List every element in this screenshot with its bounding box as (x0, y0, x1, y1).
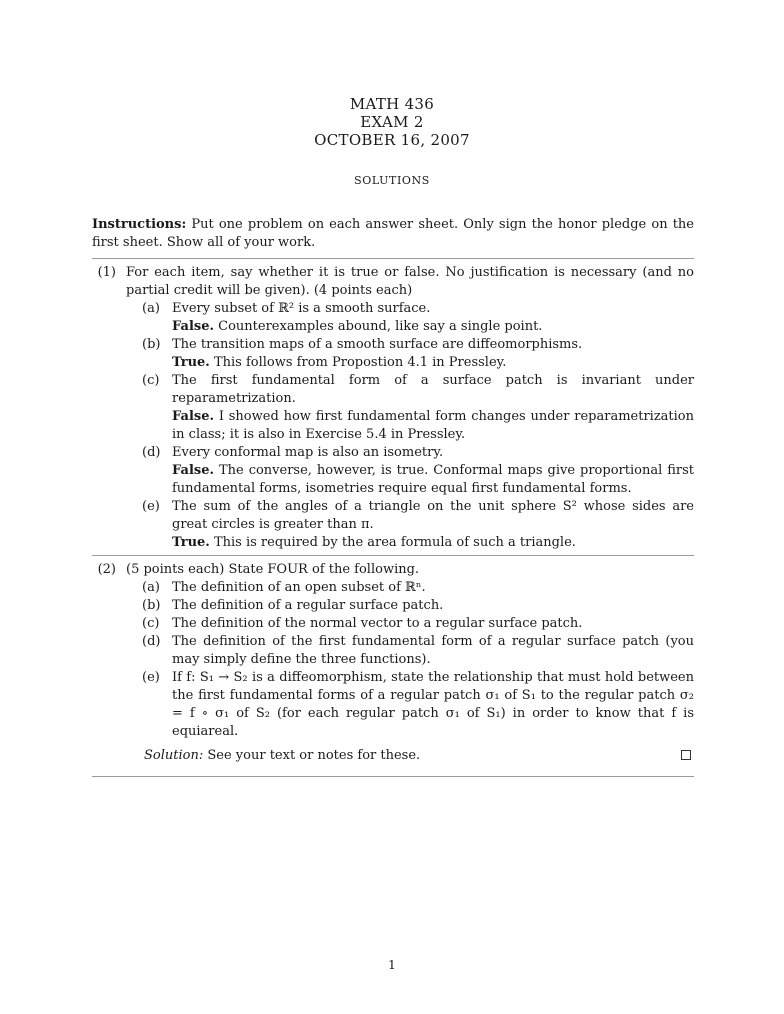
item-text: If f: S₁ → S₂ is a diffeomorphism, state the relationship that must hold between the first fundamental forms of a regular patch σ₁ of S₁ to the regular patch σ₂ = f ∘ σ₁ of S₂ (for each regular patch σ₁ of S₁) in order to know that f is equiareal. (172, 670, 694, 739)
problem-1-intro: For each item, say whether it is true or false. No justification is necessary (and no partial credit will be given). (4 points each) (126, 265, 694, 298)
item-verdict: False. (172, 409, 214, 424)
problem-1-item-c (92, 372, 694, 444)
item-explanation: I showed how first fundamental form changes under reparametrization in class; it is also in Exercise 5.4 in Pressley. (172, 409, 695, 442)
problem-1-intro-block (92, 264, 694, 300)
item-label: (e) (142, 499, 160, 514)
problem-2-item-e (92, 669, 694, 741)
instructions-text: Put one problem on each answer sheet. Only sign the honor pledge on the first sheet. Show all of your work. (92, 217, 694, 250)
solution-line (92, 747, 694, 765)
item-label: (e) (142, 670, 160, 685)
item-label: (c) (142, 373, 160, 388)
item-answer (172, 462, 694, 498)
item-label: (a) (142, 301, 160, 316)
item-text: The definition of a regular surface patch. (172, 598, 444, 613)
item-explanation: Counterexamples abound, like say a single point. (218, 319, 543, 334)
item-answer (172, 354, 694, 372)
item-label: (d) (142, 445, 161, 460)
item-label: (c) (142, 616, 160, 631)
problem-2 (92, 561, 694, 765)
title-block (0, 95, 784, 149)
solution-label: Solution: (144, 748, 204, 763)
divider-rule (92, 258, 694, 259)
course-title: MATH 436 (349, 95, 435, 113)
problem-2-number: (2) (97, 562, 116, 577)
exam-date: OCTOBER 16, 2007 (314, 131, 470, 149)
item-label: (b) (142, 337, 161, 352)
item-verdict: False. (172, 463, 214, 478)
problem-2-intro: (5 points each) State FOUR of the following. (126, 562, 420, 577)
item-verdict: False. (172, 319, 214, 334)
item-label: (d) (142, 634, 161, 649)
divider-rule (92, 555, 694, 556)
item-answer (172, 318, 694, 336)
item-explanation: This follows from Propostion 4.1 in Pressley. (213, 355, 507, 370)
problem-2-items (92, 579, 694, 741)
item-statement: The transition maps of a smooth surface are diffeomorphisms. (172, 337, 583, 352)
qed-box-icon (681, 750, 691, 760)
problem-2-item-d (92, 633, 694, 669)
item-statement: Every subset of ℝ² is a smooth surface. (172, 301, 431, 316)
item-text: The definition of the first fundamental form of a regular surface patch (you may simply define the three functions). (172, 634, 694, 667)
instructions-label: Instructions: (92, 217, 187, 232)
item-label: (a) (142, 580, 160, 595)
problem-1 (92, 264, 694, 552)
item-verdict: True. (172, 355, 210, 370)
item-statement: The first fundamental form of a surface patch is invariant under reparametrization. (172, 373, 694, 406)
problem-1-number: (1) (97, 265, 116, 280)
item-explanation: The converse, however, is true. Conformal maps give proportional first fundamental forms, isometries require equal first fundamental forms. (172, 463, 694, 496)
page-number: 1 (388, 958, 396, 972)
item-text: The definition of an open subset of ℝⁿ. (172, 580, 426, 595)
problem-2-item-c (92, 615, 694, 633)
instructions (92, 216, 694, 252)
item-statement: The sum of the angles of a triangle on the unit sphere S² whose sides are great circles is greater than π. (172, 499, 694, 532)
exam-title: EXAM 2 (360, 113, 424, 131)
problem-1-item-b (92, 336, 694, 372)
solution-text: See your text or notes for these. (207, 748, 421, 763)
item-answer (172, 408, 694, 444)
divider-rule (92, 776, 694, 777)
item-answer (172, 534, 694, 552)
problem-1-items (92, 300, 694, 552)
problem-2-item-b (92, 597, 694, 615)
item-text: The definition of the normal vector to a regular surface patch. (172, 616, 583, 631)
item-verdict: True. (172, 535, 210, 550)
item-statement: Every conformal map is also an isometry. (172, 445, 444, 460)
problem-2-intro-block (92, 561, 694, 579)
item-label: (b) (142, 598, 161, 613)
problem-1-item-e (92, 498, 694, 552)
item-explanation: This is required by the area formula of such a triangle. (213, 535, 576, 550)
problem-1-item-d (92, 444, 694, 498)
problem-2-item-a (92, 579, 694, 597)
solutions-subtitle: SOLUTIONS (354, 174, 430, 187)
problem-1-item-a (92, 300, 694, 336)
